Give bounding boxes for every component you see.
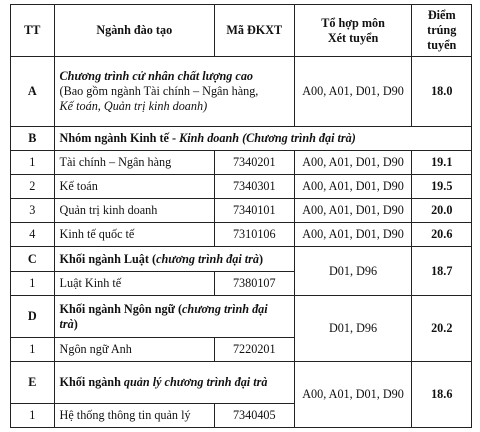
row-diem: 19.1 xyxy=(412,151,472,175)
row-nganh: Kế toán xyxy=(54,175,214,199)
group-e-title-bold: Khối ngành xyxy=(59,375,124,390)
group-d-title-italic: chương trình đại trà xyxy=(59,301,268,331)
row-nganh: Quản trị kinh doanh xyxy=(54,199,214,223)
group-a-title: Chương trình cử nhân chất lượng cao xyxy=(59,69,254,84)
row-tt: 1 xyxy=(11,151,55,175)
row-nganh: Kinh tế quốc tế xyxy=(54,223,214,247)
row-tohop: A00, A01, D01, D90 xyxy=(294,151,412,175)
group-e-title-italic: quản lý chương trình đại trà xyxy=(123,375,268,390)
row-ma: 7220201 xyxy=(214,338,294,362)
row-ma: 7340201 xyxy=(214,151,294,175)
row-tt: 2 xyxy=(11,175,55,199)
table-row xyxy=(11,151,472,175)
row-tt: 1 xyxy=(11,272,55,296)
group-c-tohop: D01, D96 xyxy=(294,247,412,296)
row-nganh: Ngôn ngữ Anh xyxy=(54,338,214,362)
row-tohop: A00, A01, D01, D90 xyxy=(294,223,412,247)
group-d-tt: D xyxy=(11,296,55,338)
row-tohop: A00, A01, D01, D90 xyxy=(294,199,412,223)
group-a-diem: 18.0 xyxy=(412,57,472,127)
table-row xyxy=(11,175,472,199)
header-tohop-line1: Tổ hợp môn xyxy=(321,15,385,30)
row-tt: 1 xyxy=(11,338,55,362)
row-nganh: Luật Kinh tế xyxy=(54,272,214,296)
group-e-diem: 18.6 xyxy=(412,362,472,428)
row-tt: 4 xyxy=(11,223,55,247)
header-ma: Mã ĐKXT xyxy=(214,5,294,57)
row-ma: 7340405 xyxy=(214,404,294,428)
group-e-tt: E xyxy=(11,362,55,404)
group-d-tohop: D01, D96 xyxy=(294,296,412,362)
header-tt: TT xyxy=(11,5,55,57)
row-ma: 7380107 xyxy=(214,272,294,296)
table-row-group-b xyxy=(11,127,472,151)
group-d-title-close: ) xyxy=(73,316,78,331)
group-b-title-bold: Nhóm ngành Kinh tế - xyxy=(59,131,180,146)
row-tohop: A00, A01, D01, D90 xyxy=(294,175,412,199)
table-row-group-d xyxy=(11,296,472,338)
header-nganh: Ngành đào tạo xyxy=(54,5,214,57)
group-a-tt: A xyxy=(11,57,55,127)
row-ma: 7340301 xyxy=(214,175,294,199)
row-diem: 20.6 xyxy=(412,223,472,247)
group-c-title-italic: chương trình đại trà xyxy=(156,251,259,266)
group-c-title-cell xyxy=(54,247,294,272)
header-diem-line3: tuyển xyxy=(427,37,457,52)
table-row-group-e xyxy=(11,362,472,404)
table-row-group-a xyxy=(11,57,472,127)
row-ma: 7310106 xyxy=(214,223,294,247)
admission-score-table xyxy=(10,4,472,428)
group-b-tt: B xyxy=(11,127,55,151)
header-diem-line1: Điểm xyxy=(427,8,456,23)
group-c-diem: 18.7 xyxy=(412,247,472,296)
group-d-title-cell xyxy=(54,296,294,338)
row-nganh: Tài chính – Ngân hàng xyxy=(54,151,214,175)
row-diem: 19.5 xyxy=(412,175,472,199)
header-tohop-line2: Xét tuyển xyxy=(327,30,379,45)
group-b-title-cell xyxy=(54,127,471,151)
group-a-tohop: A00, A01, D01, D90 xyxy=(294,57,412,127)
table-header-row xyxy=(11,5,472,57)
row-nganh: Hệ thống thông tin quản lý xyxy=(54,404,214,428)
group-a-note-1: (Bao gồm ngành Tài chính – Ngân hàng, xyxy=(59,84,259,99)
group-e-title-cell xyxy=(54,362,294,404)
header-tohop xyxy=(294,5,412,57)
group-b-title-italic: Kinh doanh (Chương trình đại trà) xyxy=(179,131,356,146)
header-diem-line2: trúng xyxy=(427,23,457,38)
group-d-title-bold: Khối ngành Ngôn ngữ ( xyxy=(59,301,183,316)
group-a-note-2: Kế toán, Quản trị kinh doanh) xyxy=(59,98,208,113)
row-tt: 1 xyxy=(11,404,55,428)
table-row xyxy=(11,199,472,223)
group-d-diem: 20.2 xyxy=(412,296,472,362)
header-diem xyxy=(412,5,472,57)
group-c-title-close: ) xyxy=(259,251,264,266)
row-ma: 7340101 xyxy=(214,199,294,223)
table-row xyxy=(11,223,472,247)
group-e-tohop: A00, A01, D01, D90 xyxy=(294,362,412,428)
group-c-title-bold: Khối ngành Luật ( xyxy=(59,251,157,266)
group-a-title-cell xyxy=(54,57,294,127)
table-row-group-c xyxy=(11,247,472,272)
group-c-tt: C xyxy=(11,247,55,272)
row-tt: 3 xyxy=(11,199,55,223)
row-diem: 20.0 xyxy=(412,199,472,223)
